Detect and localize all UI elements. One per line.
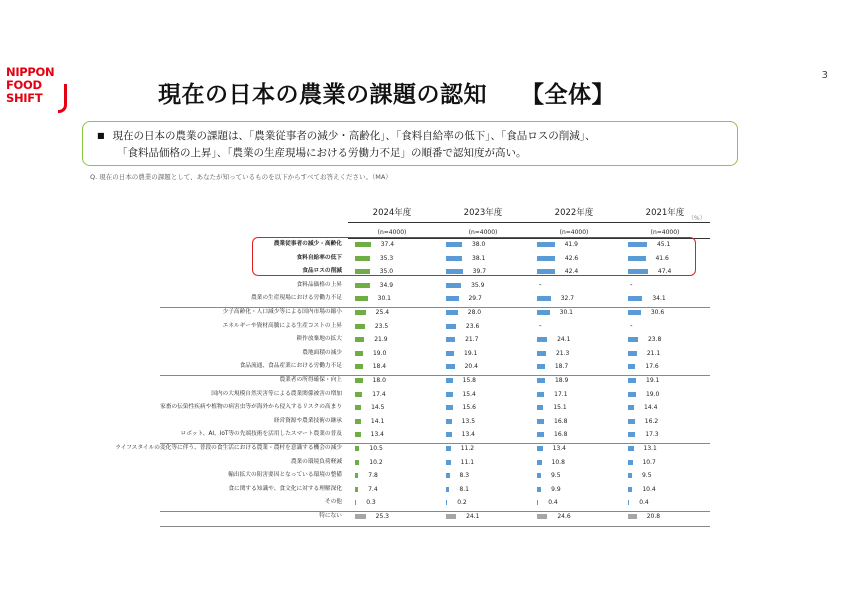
bar [537, 514, 547, 519]
header-rule [348, 222, 710, 223]
row-label: 経営資源や農業技術の継承 [273, 417, 342, 424]
bar [355, 487, 358, 492]
bar-value: 17.3 [645, 431, 659, 439]
bar [537, 310, 550, 315]
highlight-frame [252, 237, 696, 276]
bar-value: 21.9 [374, 336, 388, 344]
page-number: 3 [821, 70, 828, 81]
bar [355, 446, 359, 451]
missing-value: - [630, 321, 633, 330]
bar-value: 38.0 [471, 241, 486, 248]
row-label: 農業者の所得確保・向上 [279, 377, 342, 383]
bar [446, 432, 452, 437]
bar-value: 18.9 [554, 377, 569, 384]
bar [446, 337, 455, 342]
bar-value: 25.4 [375, 309, 390, 316]
bar [446, 473, 450, 478]
bar-value: 11.1 [460, 458, 475, 466]
sample-size: (n=4000) [559, 229, 589, 236]
bar [628, 487, 632, 492]
bar-value: 25.3 [375, 513, 389, 520]
bar-value: 45.1 [656, 241, 671, 248]
bar-value: 16.8 [554, 417, 568, 425]
bar-value: 18.4 [372, 363, 387, 371]
bar-value: 23.5 [374, 322, 389, 330]
bar [537, 351, 546, 356]
bar-value: 13.4 [370, 431, 384, 439]
bar [537, 432, 544, 437]
logo-line-3: SHIFT [6, 91, 43, 105]
bar [628, 310, 641, 315]
bar-value: 35.0 [379, 268, 394, 276]
summary-text-1: 現在の日本の農業の課題は、「農業従事者の減少・高齢化」、「食料自給率の低下」、「食品ロスの削減」、 [112, 130, 596, 142]
row-label: 食品流通、食品産業における労働力不足 [239, 363, 342, 370]
bar-value: 21.7 [465, 336, 479, 344]
bar-value: 7.4 [368, 485, 378, 493]
logo-line-1: NIPPON [6, 65, 55, 79]
bar-value: 39.7 [472, 268, 487, 276]
bar-value: 29.7 [468, 295, 482, 303]
bar-value: 15.4 [462, 390, 476, 398]
bar [628, 364, 635, 369]
row-label: 食料品価格の上昇 [296, 281, 342, 288]
row-label: 食に関する知識や、食文化に対する理解深化 [228, 485, 342, 492]
bar-value: 8.3 [459, 472, 470, 480]
missing-value: - [539, 321, 542, 330]
bar [355, 419, 361, 424]
sample-size: (n=4000) [650, 229, 680, 236]
bar-value: 15.6 [462, 404, 476, 412]
page-title-suffix: 【全体】 [521, 82, 615, 108]
bar [355, 392, 362, 397]
bar-value: 35.3 [379, 254, 394, 262]
bar-value: 17.4 [372, 390, 386, 398]
row-label: 少子高齢化・人口減少等による国内市場の縮小 [222, 309, 342, 315]
bar [446, 351, 454, 356]
year-header: 2021年度 [645, 208, 685, 218]
bar [628, 419, 635, 424]
row-label: 農業の生産現場における労働力不足 [251, 295, 342, 302]
bar-value: 47.4 [657, 268, 672, 276]
bar [628, 296, 642, 301]
bar [355, 473, 358, 478]
logo-swoosh-icon [58, 84, 67, 113]
bar [628, 514, 637, 519]
bar [628, 460, 633, 465]
bar [537, 473, 541, 478]
bar-value: 9.5 [641, 472, 652, 480]
bar-value: 11.2 [460, 445, 475, 452]
bar-value: 24.1 [557, 336, 571, 344]
bar [628, 473, 632, 478]
bar [355, 405, 361, 410]
bar-value: 21.3 [555, 349, 570, 357]
bar-value: 10.5 [369, 445, 383, 452]
bar [628, 500, 629, 505]
summary-line-1 [97, 127, 725, 145]
bar-value: 28.0 [467, 309, 482, 316]
bar-value: 24.1 [466, 513, 480, 520]
bar-value: 24.6 [557, 513, 571, 520]
bar-value: 9.9 [551, 485, 561, 493]
bar [446, 364, 455, 369]
bar-value: 14.4 [644, 404, 658, 412]
bar-value: 41.9 [564, 241, 578, 248]
bar-value: 15.8 [462, 377, 476, 384]
bar-value: 20.8 [646, 513, 661, 520]
logo-line-2: FOOD [6, 78, 42, 92]
bar-value: 30.1 [559, 309, 573, 316]
year-header: 2024年度 [372, 208, 412, 218]
square-bullet-icon: ■ [97, 131, 105, 140]
bar-value: 30.1 [377, 295, 391, 303]
bar-value: 0.2 [457, 499, 467, 507]
bar-value: 20.4 [464, 363, 478, 371]
bar [537, 378, 545, 383]
bar-value: 10.8 [551, 458, 565, 466]
bar [355, 351, 363, 356]
bar-value: 9.5 [550, 472, 561, 480]
bar [355, 500, 356, 505]
bar-value: 0.4 [548, 499, 558, 507]
bar [446, 324, 456, 329]
bar-value: 0.4 [639, 499, 649, 507]
bar-value: 34.9 [379, 281, 394, 289]
bar-value: 41.6 [655, 254, 669, 262]
summary-box [82, 121, 738, 166]
bar [355, 364, 363, 369]
bar [628, 351, 637, 356]
bar [628, 378, 636, 383]
bar [355, 514, 366, 519]
bar [628, 337, 638, 342]
bar [446, 392, 453, 397]
bar [628, 446, 634, 451]
bar-value: 10.7 [642, 458, 656, 466]
bar-value: 32.7 [560, 295, 575, 303]
bar [355, 283, 370, 288]
row-label: ロボット、AI、IoT等の先端技術を活用したスマート農業の普及 [180, 431, 342, 438]
unit-label: （%） [688, 215, 706, 222]
bar [628, 405, 634, 410]
bar-value: 23.8 [647, 336, 662, 344]
bar-value: 19.0 [372, 349, 387, 357]
row-label: 耕作放棄地の拡大 [296, 336, 342, 343]
bar [446, 460, 451, 465]
missing-value: - [630, 280, 633, 289]
page-title-main: 現在の日本の農業の課題の認知 [158, 82, 487, 108]
bar-value: 19.1 [464, 349, 478, 357]
bar-value: 14.5 [371, 404, 385, 412]
bar [537, 405, 543, 410]
row-label: 家畜の伝染性疾病や植物の病害虫等が海外から侵入するリスクの高まり [160, 404, 342, 411]
bar [628, 432, 635, 437]
bar-value: 13.1 [643, 445, 657, 452]
bar [446, 487, 449, 492]
bar [355, 337, 364, 342]
bar [446, 419, 452, 424]
row-label: 食料自給率の低下 [296, 254, 342, 261]
row-label: 国内の大規模自然災害等による農業関係被害の増加 [211, 390, 342, 397]
bar-value: 16.8 [554, 431, 568, 439]
bar-value: 37.4 [380, 241, 395, 248]
row-label: 特にない [319, 513, 342, 519]
bar-value: 17.6 [645, 363, 659, 371]
bottom-rule [160, 526, 710, 527]
bar [355, 432, 361, 437]
bar [446, 500, 447, 505]
survey-question: Q. 現在の日本の農業の課題として、あなたが知っているものを以下からすべてお答えください。（MA） [90, 173, 392, 181]
bar-value: 13.4 [461, 431, 475, 439]
bar-value: 18.0 [372, 377, 386, 384]
row-label: 食品ロスの削減 [302, 268, 342, 275]
bar-value: 15.1 [553, 404, 567, 412]
nippon-food-shift-logo [6, 66, 60, 105]
bar [446, 446, 451, 451]
bar-value: 16.2 [644, 417, 659, 425]
bar-value: 13.5 [461, 417, 476, 425]
bar [355, 310, 366, 315]
bar-value: 38.1 [472, 254, 486, 262]
bar-value: 7.8 [368, 472, 378, 480]
year-header: 2022年度 [554, 208, 594, 218]
bar [355, 296, 368, 301]
year-header: 2023年度 [463, 208, 503, 218]
row-label: ライフスタイルの変化等に伴う、普段の食生活における農業・農村を意識する機会の減少 [115, 445, 342, 451]
bar-value: 42.4 [564, 268, 579, 276]
row-label: 輸出拡大の阻害要因となっている環境の整備 [228, 472, 342, 479]
bar-value: 30.6 [650, 309, 665, 316]
bar [446, 310, 458, 315]
bar [446, 283, 461, 288]
bar-value: 35.9 [471, 281, 485, 289]
row-label: 農業従事者の減少・高齢化 [273, 241, 342, 247]
bar [446, 405, 453, 410]
bar [355, 460, 359, 465]
row-label: 農地面積の減少 [302, 349, 342, 356]
bar [537, 419, 544, 424]
bar [537, 460, 542, 465]
bar-value: 42.6 [564, 254, 579, 262]
bar-value: 10.4 [642, 485, 656, 493]
bar [537, 296, 551, 301]
bar-value: 23.6 [465, 322, 480, 330]
bar-value: 19.1 [646, 377, 660, 384]
page-title [158, 76, 615, 109]
bar-value: 34.1 [652, 295, 666, 303]
bar-value: 10.2 [369, 458, 383, 466]
bar-value: 18.7 [554, 363, 569, 371]
sample-size: (n=4000) [377, 229, 407, 236]
row-label: エネルギーや資材高騰による生産コストの上昇 [222, 322, 342, 329]
bar [355, 324, 365, 329]
bar-value: 8.1 [459, 485, 469, 493]
row-label: その他 [324, 499, 342, 506]
bar [446, 378, 453, 383]
bar-value: 21.1 [646, 349, 661, 357]
missing-value: - [539, 280, 542, 289]
bar [537, 337, 547, 342]
row-label: 農業の環境負荷軽減 [290, 458, 342, 465]
bar [446, 296, 459, 301]
sample-size: (n=4000) [468, 229, 498, 236]
bar [537, 392, 544, 397]
bar-value: 14.1 [370, 417, 385, 425]
bar [537, 500, 538, 505]
bar-value: 17.1 [554, 390, 568, 398]
bar-value: 13.4 [552, 445, 566, 452]
summary-line-2: 「食料品価格の上昇」、「農業の生産現場における労働力不足」の順番で認知度が高い。 [117, 147, 527, 159]
bar [446, 514, 456, 519]
bar [537, 446, 543, 451]
bar [355, 378, 363, 383]
bar [537, 364, 545, 369]
bar-value: 19.0 [645, 390, 660, 398]
bar [628, 392, 636, 397]
bar [537, 487, 541, 492]
bar-value: 0.3 [366, 499, 376, 507]
